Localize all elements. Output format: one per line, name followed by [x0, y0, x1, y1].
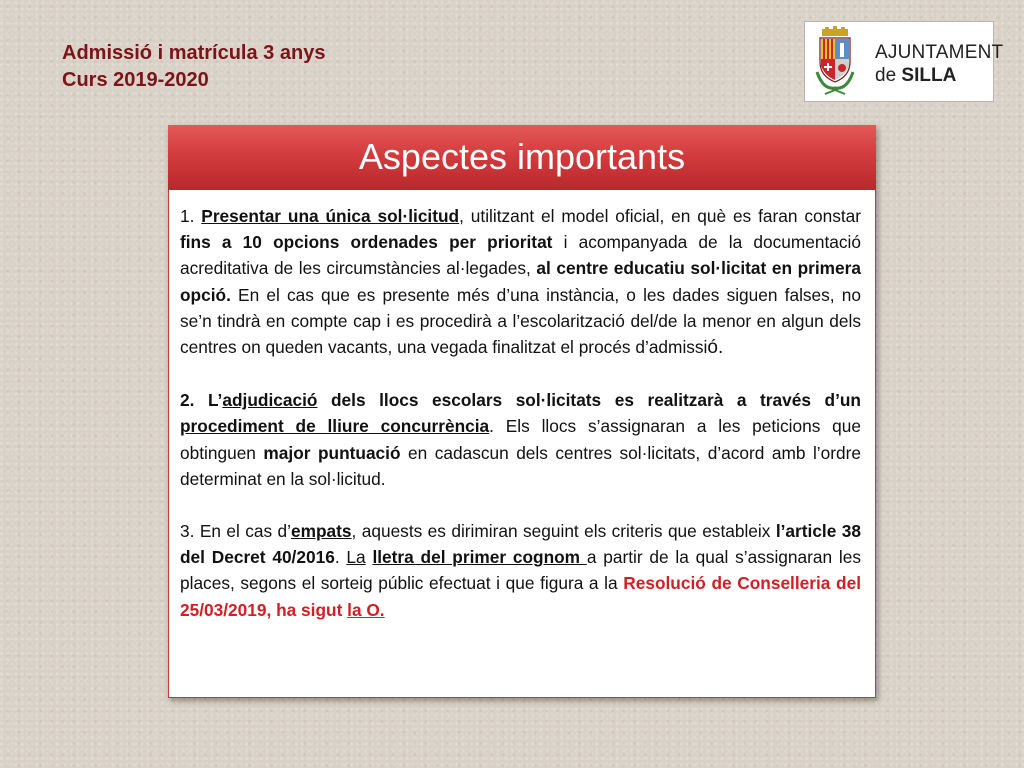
important-aspects-card — [168, 125, 876, 698]
p1-text-3: En el cas que es presente més d’una instància, o les dades siguen falses, no se’n tindrà en compte cap i es procedirà a l’escolarització del/de la menor en algun dels centres on queden vacants, una vegada finalitzat el procés d’admissi — [180, 284, 861, 358]
p2-procedure: procediment de lliure concurrència — [180, 416, 490, 437]
p3-text-2: . — [334, 547, 347, 568]
p2-text-1: dels llocs escolars sol·licitats es realitzarà a través d’un — [317, 390, 861, 411]
p1-ten-options: fins a 10 opcions ordenades per prioritat — [180, 232, 553, 253]
p1-number: 1. — [180, 206, 202, 226]
logo-text — [875, 41, 1003, 87]
coat-of-arms-icon — [811, 26, 859, 98]
logo-de: de — [875, 65, 902, 86]
p3-la: La — [346, 547, 366, 568]
p3-text-3: a partir de la qual s’assignaran les places, segons el sorteig públic efectuat i que figura a la — [180, 547, 861, 594]
point-1 — [180, 203, 861, 361]
card-heading: Aspectes importants — [168, 125, 876, 190]
p3-letter: lletra del primer cognom — [372, 547, 587, 568]
logo-line-silla — [875, 64, 1003, 87]
p2-number: 2. L’ — [180, 390, 223, 411]
p1-first-option: al centre educatiu sol·licitat en primera opció. — [180, 258, 861, 305]
logo-silla: SILLA — [901, 65, 957, 86]
p3-letter-o: la O. — [347, 599, 385, 620]
p2-adjudicacio: adjudicació — [222, 390, 318, 411]
p1-text-1: , utilitzant el model oficial, en què es faran constar — [459, 206, 862, 226]
p2-major-score: major puntuació — [263, 442, 401, 463]
ajuntament-logo — [804, 21, 1004, 102]
p3-empats: empats — [291, 521, 352, 542]
p2-text-3: en cadascun dels centres sol·licitats, d’acord amb l’ordre determinat en la sol·licitud. — [180, 442, 861, 489]
p3-number: 3. En el cas d’ — [180, 521, 291, 542]
logo-line-ajuntament: AJUNTAMENT — [875, 42, 1004, 63]
title-line-2: Curs 2019-2020 — [62, 69, 209, 91]
p1-end: ó. — [707, 337, 724, 359]
p1-unique-request: Presentar una única sol·licitud — [201, 206, 460, 226]
title-line-1: Admissió i matrícula 3 anys — [62, 42, 326, 64]
p3-decree: l’article 38 del Decret 40/2016 — [180, 521, 861, 568]
card-body — [180, 203, 861, 649]
point-2 — [180, 387, 861, 492]
p1-text-2: i acompanyada de la documentació acreditativa de les circumstàncies al·legades, — [180, 232, 861, 279]
page-title — [62, 40, 325, 94]
point-3 — [180, 518, 861, 623]
p2-text-2: . Els llocs s’assignaran a les peticions que obtinguen — [180, 416, 862, 463]
p3-resolution: Resolució de Conselleria del 25/03/2019, ha sigut — [180, 573, 861, 620]
p3-text-1: , aquests es dirimiran seguint els criteris que estableix — [351, 521, 776, 542]
